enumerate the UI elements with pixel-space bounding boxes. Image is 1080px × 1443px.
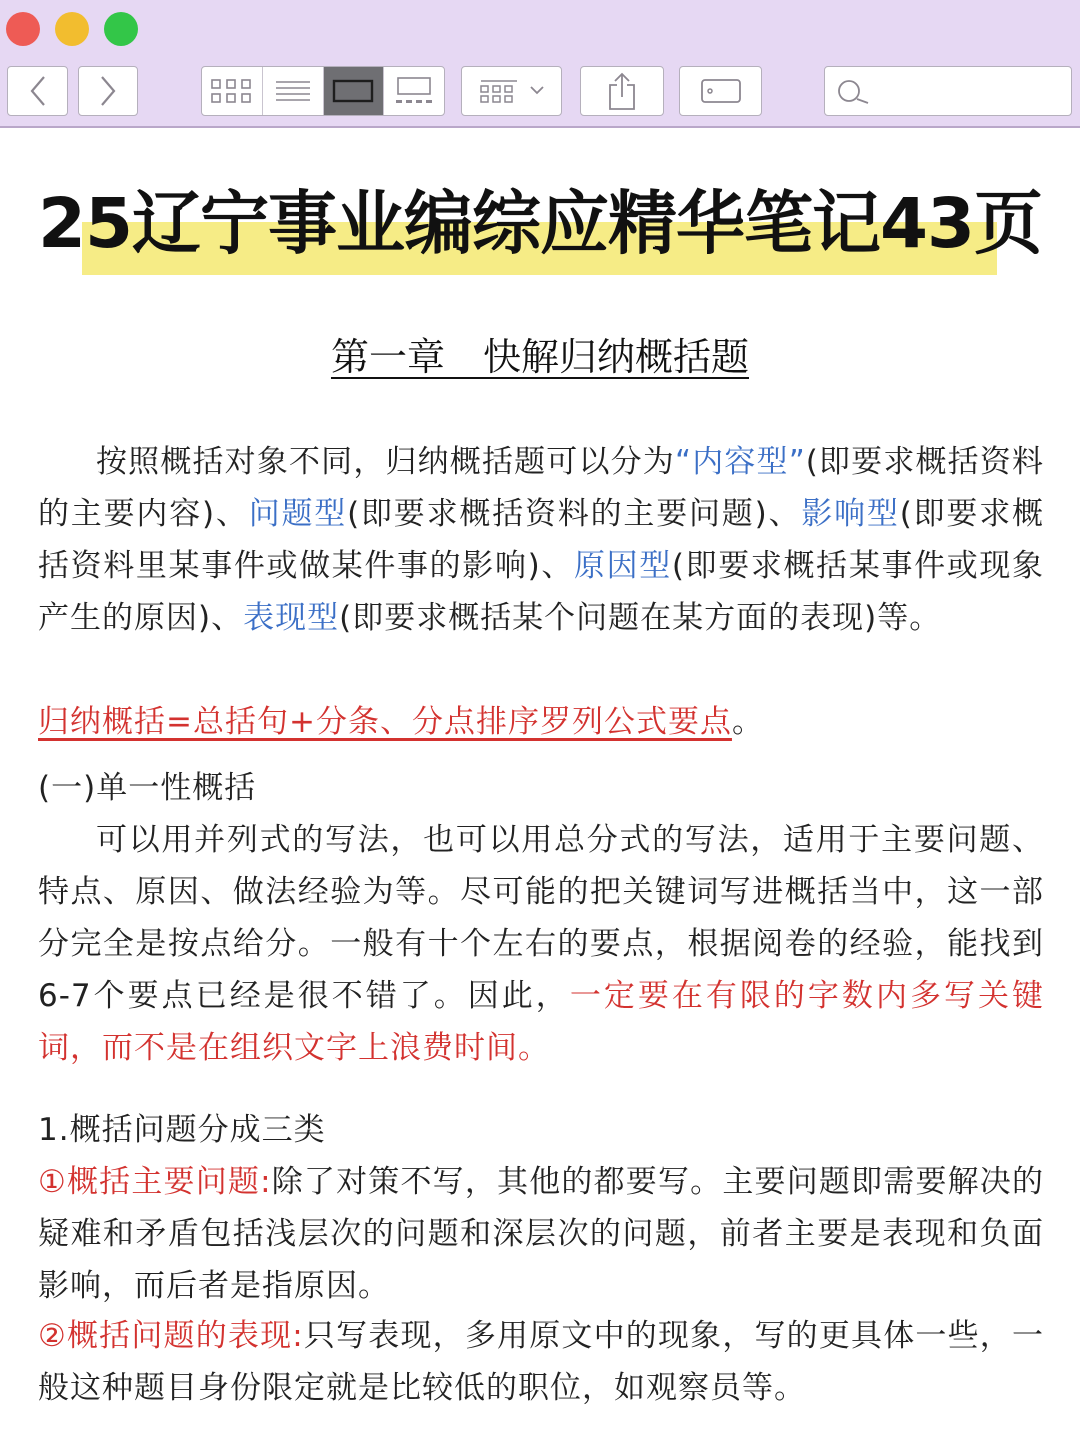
type-impact: 影响型 [801, 496, 900, 532]
intro-text-5: (即要求概括某事件或现象产生的原因)、 [38, 548, 1045, 636]
intro-paragraph [38, 436, 1044, 644]
type-cause: 原因型 [573, 548, 672, 584]
list-item [38, 1310, 1044, 1414]
single-summary-paragraph [38, 814, 1044, 1074]
tag-icon [699, 76, 743, 106]
page-title-container [0, 178, 1080, 270]
item-text-problem-manifestation: 只写表现，多用原文中的现象，写的更具体一些，一般这种题目身份限定就是比较低的职位，如观察员等。 [38, 1318, 1044, 1406]
search-icon [837, 79, 871, 107]
view-mode-segmented-control [201, 66, 445, 116]
zoom-window-button[interactable] [104, 12, 138, 46]
item-label-main-problem: ①概括主要问题: [38, 1164, 272, 1200]
arrange-dropdown[interactable] [461, 66, 562, 116]
formula-line [38, 696, 1044, 748]
intro-text-4: (即要求概括资料里某事件或做某件事的影响)、 [38, 496, 1045, 584]
type-manifestation: 表现型 [243, 600, 340, 636]
search-field[interactable] [824, 66, 1072, 116]
close-window-button[interactable] [6, 12, 40, 46]
intro-text-3: (即要求概括资料的主要问题)、 [347, 496, 802, 532]
back-button[interactable] [7, 66, 68, 116]
single-summary-highlight: 一定要在有限的字数内多写关键词，而不是在组织文字上浪费时间。 [38, 978, 1044, 1066]
formula-text: 归纳概括=总括句+分条、分点排序罗列公式要点 [38, 704, 732, 740]
chapter-title: 第一章 快解归纳概括题 [330, 335, 749, 379]
intro-text-1: 按照概括对象不同，归纳概括题可以分为 [96, 444, 675, 480]
chevron-right-icon [98, 75, 118, 107]
window-toolbar [0, 0, 1080, 128]
slideshow-view-icon [392, 76, 436, 106]
type-problem: 问题型 [248, 496, 348, 532]
slideshow-view-button[interactable] [384, 67, 444, 115]
list-view-button[interactable] [263, 67, 324, 115]
intro-text-6: (即要求概括某个问题在某方面的表现)等。 [339, 600, 942, 636]
single-summary-text: 可以用并列式的写法，也可以用总分式的写法，适用于主要问题、特点、原因、做法经验为等。尽可能的把关键词写进概括当中，这一部分完全是按点给分。一般有十个左右的要点，根据阅卷的经验，能找到6-7个要点已经是很不错了。因此， [38, 822, 1044, 1014]
list-view-icon [274, 78, 312, 104]
grid-view-icon [210, 77, 254, 105]
chevron-left-icon [28, 75, 48, 107]
single-page-view-button[interactable] [324, 67, 385, 115]
section-heading-problem-types: 1.概括问题分成三类 [38, 1112, 326, 1148]
minimize-window-button[interactable] [55, 12, 89, 46]
item-label-problem-manifestation: ②概括问题的表现: [38, 1318, 304, 1354]
section-heading-single: (一)单一性概括 [38, 770, 257, 806]
chapter-heading [0, 326, 1080, 381]
page-title: 25辽宁事业编综应精华笔记43页 [37, 184, 1043, 264]
tag-button[interactable] [679, 66, 762, 116]
intro-text-2: (即要求概括资料的主要内容)、 [38, 444, 1044, 532]
share-icon [606, 71, 638, 111]
share-button[interactable] [580, 66, 664, 116]
formula-end: 。 [731, 704, 764, 740]
arrange-icon [477, 76, 547, 106]
list-item [38, 1156, 1044, 1312]
single-page-view-icon [331, 77, 375, 105]
grid-view-button[interactable] [202, 67, 263, 115]
forward-button[interactable] [78, 66, 138, 116]
item-text-main-problem: 除了对策不写，其他的都要写。主要问题即需要解决的疑难和矛盾包括浅层次的问题和深层次的问题，前者主要是表现和负面影响，而后者是指原因。 [38, 1164, 1044, 1304]
type-content: “内容型” [674, 444, 806, 480]
